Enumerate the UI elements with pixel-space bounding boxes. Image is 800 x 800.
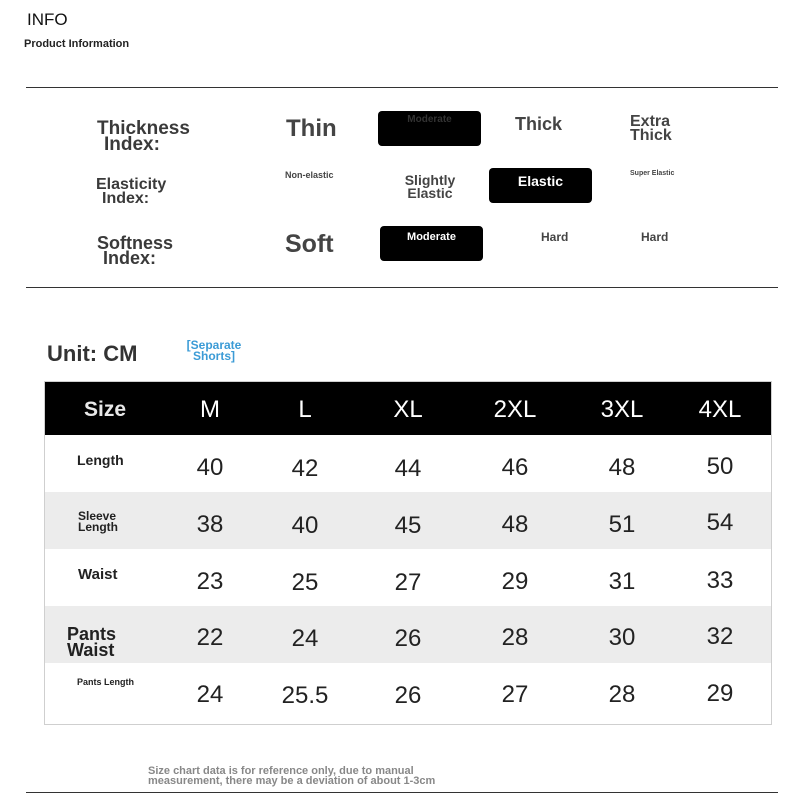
table-cell: 25.5 [281,682,329,709]
table-cell: 44 [394,455,422,482]
softness-option-moderate-selected: Moderate [380,226,483,261]
table-cell: 46 [501,454,529,481]
elasticity-option-slightly-elastic: Slightly Elastic [404,172,456,201]
table-row [45,606,772,663]
size-chart-disclaimer: Size chart data is for reference only, due to manual measurement, there may be a deviation of about 1-3cm [148,765,436,788]
unit-label: Unit: CM [47,341,138,366]
table-cell: 48 [501,511,529,538]
size-header-4xl: 4XL [698,396,742,423]
product-information-subtitle: Product Information [24,38,130,50]
softness-index-label: Softness Index: [97,233,174,269]
table-cell: 38 [196,511,224,538]
table-cell: 48 [608,454,636,481]
size-header-xl: XL [393,396,423,423]
elasticity-option-super-elastic: Super Elastic [630,170,675,177]
size-header-label: Size [83,398,127,421]
table-row [45,549,772,606]
thickness-option-thick: Thick [515,114,563,134]
elasticity-option-non-elastic: Non-elastic [285,170,334,180]
table-cell: 27 [394,569,422,596]
table-cell: 50 [706,453,734,480]
softness-option-hard: Hard [541,230,569,244]
thickness-option-extra-thick: Extra Thick [630,113,672,145]
separate-shorts-note: [Separate Shorts] [186,338,242,364]
divider-bottom [26,792,778,793]
row-label-sleeve-length: Sleeve Length [78,509,118,534]
table-cell: 25 [291,569,319,596]
row-label-waist: Waist [78,566,118,583]
row-label-pants-waist: Pants Waist [67,624,117,661]
row-label-pants-length: Pants Length [77,677,135,687]
size-header-l: L [298,396,312,423]
table-cell: 22 [196,624,224,651]
table-cell: 40 [196,454,224,481]
softness-option-hard-2: Hard [641,230,669,244]
table-cell: 45 [394,512,422,539]
table-row [45,663,772,725]
table-row [45,492,772,549]
table-cell: 29 [501,568,529,595]
size-table-header [45,382,772,435]
table-cell: 30 [608,624,636,651]
table-cell: 23 [196,568,224,595]
table-cell: 28 [608,681,636,708]
size-header-m: M [200,396,220,423]
table-cell: 27 [501,681,529,708]
thickness-index-label: Thickness Index: [97,118,190,156]
info-title: INFO [27,10,68,29]
divider-top [26,87,778,88]
divider-middle [26,287,778,288]
table-cell: 51 [608,511,636,538]
table-cell: 32 [706,623,734,650]
table-cell: 24 [196,681,224,708]
table-cell: 31 [608,568,636,595]
table-cell: 29 [706,680,734,707]
size-table [44,381,772,725]
elasticity-option-elastic-selected: Elastic [489,168,592,203]
table-cell: 33 [706,567,734,594]
table-cell: 24 [291,625,319,652]
table-cell: 42 [291,455,319,482]
table-cell: 26 [394,625,422,652]
row-label-length: Length [77,452,124,468]
softness-option-soft: Soft [285,230,334,258]
thickness-option-thin: Thin [286,115,337,142]
table-row [45,435,772,492]
thickness-option-moderate-selected: Moderate [378,111,481,146]
table-cell: 40 [291,512,319,539]
table-cell: 28 [501,624,529,651]
table-cell: 26 [394,682,422,709]
size-header-3xl: 3XL [600,396,644,423]
size-header-2xl: 2XL [493,396,537,423]
table-cell: 54 [706,509,734,536]
elasticity-index-label: Elasticity Index: [96,176,167,207]
